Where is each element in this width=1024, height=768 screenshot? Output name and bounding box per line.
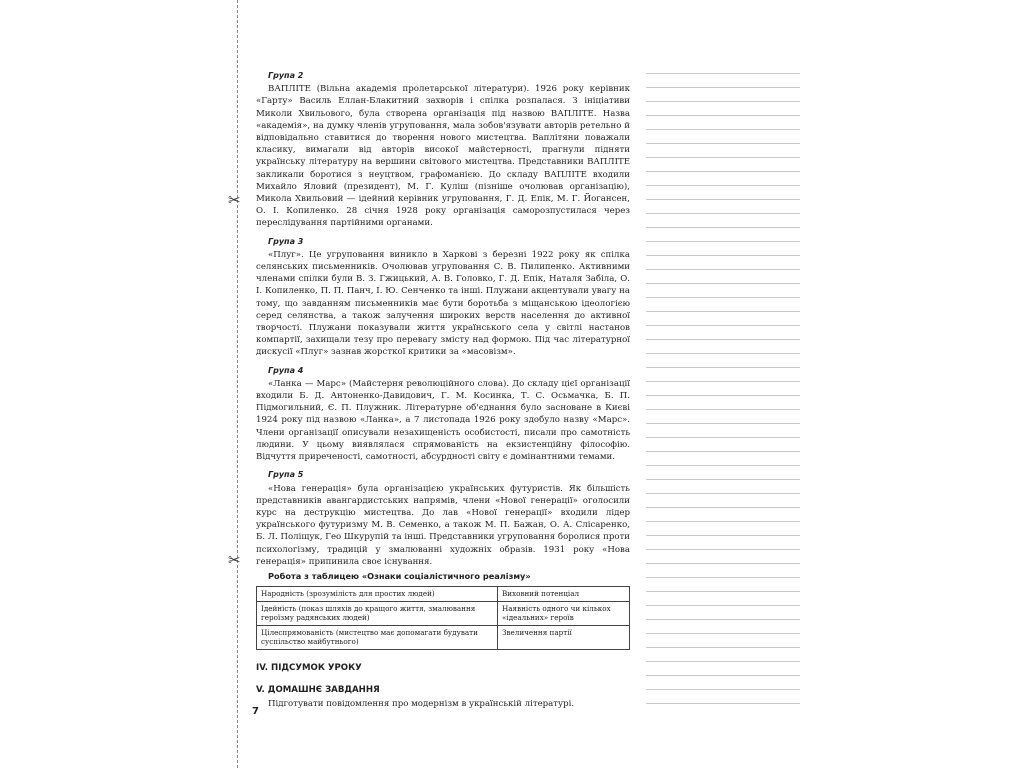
table-row — [257, 625, 630, 649]
group-title: Група 4 — [268, 365, 304, 375]
homework-heading: V. ДОМАШНЄ ЗАВДАННЯ — [256, 684, 380, 695]
table-cell: Звеличення партії — [498, 625, 630, 649]
group-title: Група 3 — [268, 236, 304, 246]
group-title: Група 2 — [268, 71, 304, 80]
table-cell: Цілеспрямованість (мистецтво має допомагати будувати суспільство майбутнього) — [257, 625, 498, 649]
table-cell: Наявність одного чи кількох «ідеальних» героїв — [498, 601, 630, 625]
socialist-realism-table — [256, 586, 630, 650]
table-title: Робота з таблицею «Ознаки соціалістичного реалізму» — [268, 570, 531, 581]
scissors-icon: ✂ — [228, 551, 241, 569]
table-cell: Народність (зрозумілість для простих людей) — [257, 587, 498, 602]
table-row — [257, 587, 630, 602]
notes-lines — [646, 60, 800, 710]
group-paragraph: «Плуг». Це угруповання виникло в Харкові з березні 1922 року як спілка селянських письменників. Очолював угруповання С. В. Пилипенко. Активними членами спілки були В. З. Гжицький, А. В. Головко, Г. Д. Епік, Наталя Забіла, О. І. Копиленко, П. П. Панч, І. Ю. Сенченко та інші. Плужани акцентували увагу на тому, що завданням письменників має бути боротьба з міщанською ідеологією серед селянства, а також залучення широких верств населення до активної творчості. Плужани показували життя українського села у світлі настанов компартії, захищали тезу про перевагу змісту над формою. Під час літературної дискусії «Плуг» зазнав жорсткої критики за «масовізм». — [256, 249, 630, 358]
scissors-icon: ✂ — [228, 191, 241, 209]
group-paragraph: «Ланка — Марс» (Майстерня революційного слова). До складу цієї організації входили Б. Д. Антоненко-Давидович, Г. М. Косинка, Т. С. Осьмачка, Б. П. Підмогильний, Є. П. Плужник. Літературне об'єднання було засноване в Києві 1924 року під назвою «Ланка», а 7 листопада 1926 року здобуло назву «Марс». Члени організації описували незахищеність особистості, писали про самотність людини. У цьому виявлялася спрямованість на екзистенційну філософію. Відчуття приреченості, самотності, абсурдності світу є домінантними темами. — [256, 378, 630, 463]
table-cell: Ідейність (показ шляхів до кращого життя, змалювання героїзму радянських людей) — [257, 601, 498, 625]
group-title: Група 5 — [268, 470, 304, 480]
summary-heading: IV. ПІДСУМОК УРОКУ — [256, 662, 362, 673]
group-paragraph: «Нова генерація» була організацією українських футуристів. Як більшість представників авангардистських напрямів, члени «Нової генерації» оголосили курс на деструкцію мистецтва. До лав «Нової генерації» входили лідер українського футуризму М. В. Семенко, а також М. П. Бажан, О. А. Слісаренко, Б. Л. Поліщук, Гео Шкурупій та інші. Представники угруповання боролися проти психологізму, традицій у змалюванні художніх образів. 1931 року «Нова генерація» припинила своє існування. — [256, 483, 630, 567]
group-paragraph: ВАПЛІТЕ (Вільна академія пролетарської літератури). 1926 року керівник «Гарту» Василь Еллан-Блакитний захворів і спілка розпалася. З ініціативи Миколи Хвильового, була створена організація під назвою ВАПЛІТЕ. Назва «академія», на думку членів угруповання, мала зобов'язувати авторів ретельно й відповідально ставитися до творення нового мистецтва. Ваплітяни поважали класику, вимагали від авторів високої майстерності, прагнули підняти українську літературу на вершини світового мистецтва. Представники ВАПЛІТЕ закликали боротися з неуцтвом, графоманією. До складу ВАПЛІТЕ входили Михайло Яловий (президент), М. Г. Куліш (пізніше очолював організацію), Микола Хвильовий — ідейний керівник угруповання, Г. Д. Епік, М. Г. Йогансен, О. І. Копиленко. 28 січня 1928 року організація саморозпустилася через переслідування партійними органами. — [256, 84, 630, 229]
homework-text: Підготувати повідомлення про модернізм в українській літературі. — [268, 699, 575, 710]
page-number: 7 — [252, 706, 259, 717]
table-row — [257, 601, 630, 625]
page-content — [256, 70, 630, 710]
cut-line — [237, 0, 238, 768]
table-cell: Виховний потенціал — [498, 587, 630, 602]
